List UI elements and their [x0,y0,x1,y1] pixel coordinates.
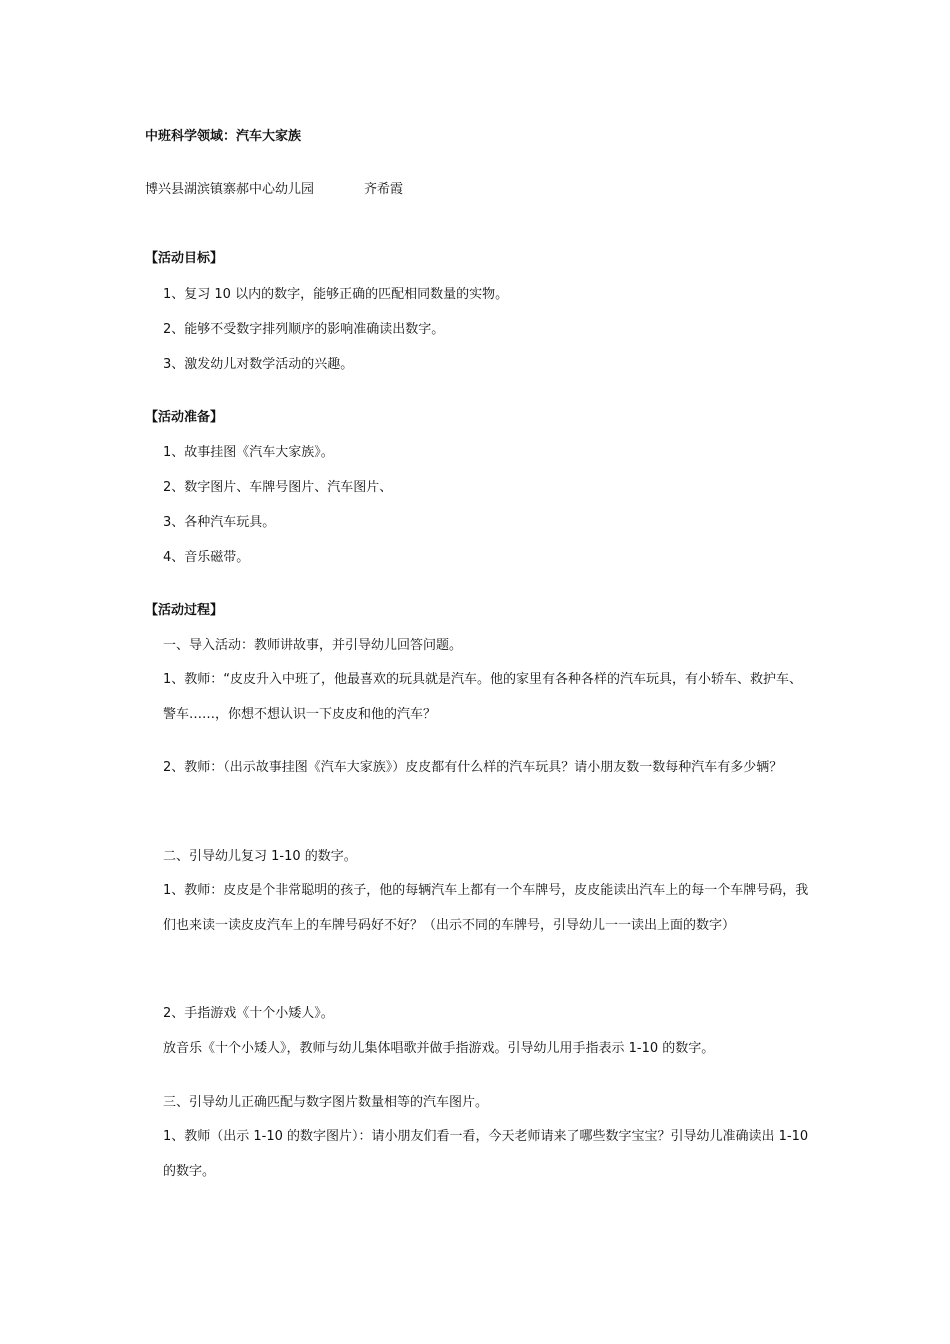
paragraph [145,873,810,943]
paragraph [145,750,810,785]
paragraph-text: 1、教师：“皮皮升入中班了，他最喜欢的玩具就是汽车。他的家里有各种各样的汽车玩具，有小轿车、救护车、警车……，你想不想认识一下皮皮和他的汽车？ [163,672,803,722]
paragraph [145,662,810,732]
prep-item: 1、故事挂图《汽车大家族》。 [163,445,334,460]
paragraph-text: 2、教师：（出示故事挂图《汽车大家族》）皮皮都有什么样的汽车玩具？请小朋友数一数每种汽车有多少辆？ [163,760,783,775]
prep-item: 2、数字图片、车牌号图片、汽车图片、 [163,480,393,495]
author-name: 齐希霞 [364,182,404,197]
section-two-title: 二、引导幼儿复习 1-10 的数字。 [163,849,357,864]
paragraph-text: 1、教师（出示 1-10 的数字图片）：请小朋友们看一看，今天老师请来了哪些数字宝宝？引导幼儿准确读出 1-10 的数字。 [163,1129,809,1179]
section-three-title: 三、引导幼儿正确匹配与数字图片数量相等的汽车图片。 [163,1095,489,1110]
paragraph-text: 1、教师：皮皮是个非常聪明的孩子，他的每辆汽车上都有一个车牌号，皮皮能读出汽车上的每一个车牌号码，我们也来读一读皮皮汽车上的车牌号码好不好？（出示不同的车牌号，引导幼儿一一读出上面的数字） [163,883,809,933]
prep-item: 3、各种汽车玩具。 [163,515,276,530]
goals-heading: 【活动目标】 [145,251,224,266]
author-org: 博兴县湖滨镇寨郝中心幼儿园 [145,182,315,197]
goal-item: 2、能够不受数字排列顺序的影响准确读出数字。 [163,322,445,337]
process-heading: 【活动过程】 [145,603,224,618]
finger-game-desc: 放音乐《十个小矮人》，教师与幼儿集体唱歌并做手指游戏。引导幼儿用手指表示 1-10 的数字。 [163,1041,715,1056]
author-line [145,180,403,200]
paragraph [145,1119,810,1189]
prep-heading: 【活动准备】 [145,410,224,425]
section-one-title: 一、导入活动：教师讲故事，并引导幼儿回答问题。 [163,638,463,653]
goal-item: 1、复习 10 以内的数字，能够正确的匹配相同数量的实物。 [163,287,509,302]
doc-title: 中班科学领域：汽车大家族 [145,129,302,144]
prep-item: 4、音乐磁带。 [163,550,250,565]
finger-game-item: 2、手指游戏《十个小矮人》。 [163,1006,334,1021]
goal-item: 3、激发幼儿对数学活动的兴趣。 [163,357,354,372]
